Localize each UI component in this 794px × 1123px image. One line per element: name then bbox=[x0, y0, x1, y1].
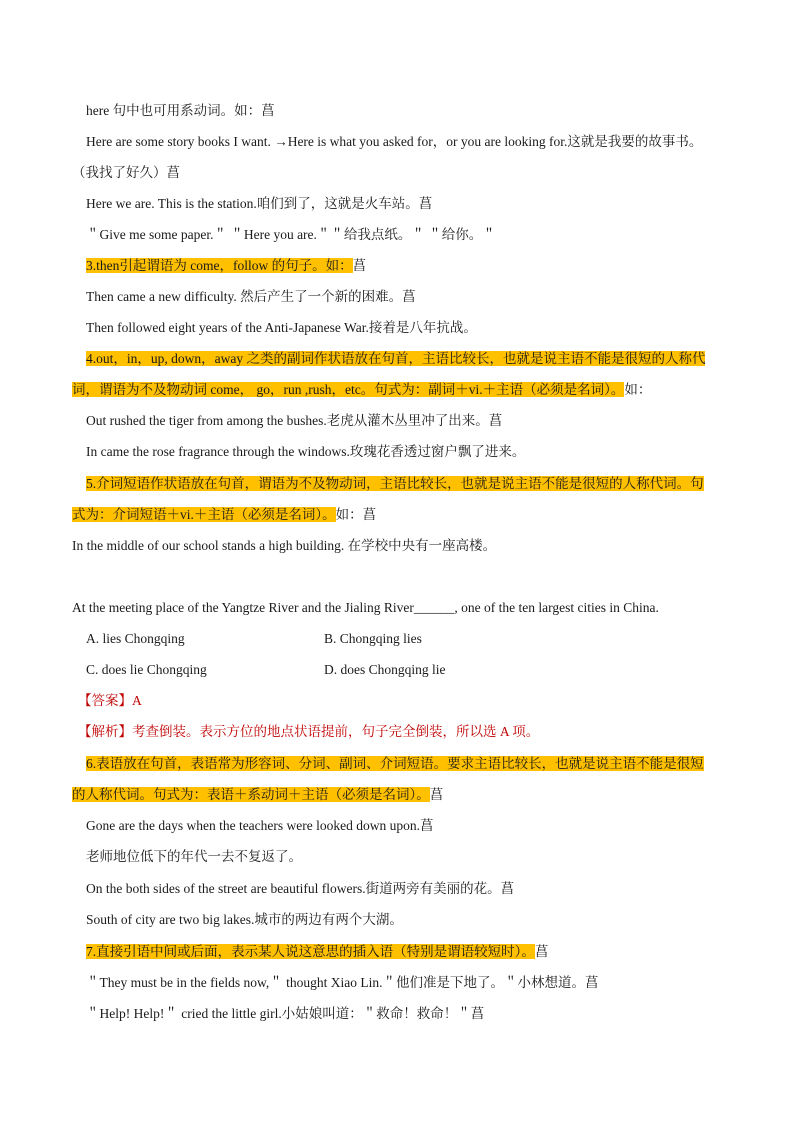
text-line: （我找了好久）菖 bbox=[72, 165, 180, 180]
text-line: Then followed eight years of the Anti-Japanese War.接着是八年抗战。 bbox=[86, 320, 477, 335]
text-line: ＂Help! Help!＂ cried the little girl.小姑娘叫道：＂救命！救命！＂菖 bbox=[86, 1006, 485, 1021]
rule-heading: 7.直接引语中间或后面，表示某人说这意思的插入语（特别是谓语较短时）。菖 bbox=[86, 944, 549, 959]
text-line: South of city are two big lakes.城市的两边有两个大湖。 bbox=[86, 912, 403, 927]
text-line: ＂Give me some paper.＂ ＂Here you are.＂＂给我点纸。＂ ＂给你。＂ bbox=[86, 227, 496, 242]
text-line: Here we are. This is the station.咱们到了，这就是火车站。菖 bbox=[86, 196, 433, 211]
text-line: 老师地位低下的年代一去不复返了。 bbox=[86, 849, 302, 864]
text-line: Out rushed the tiger from among the bushes.老虎从灌木丛里冲了出来。菖 bbox=[86, 413, 503, 428]
text-line: Gone are the days when the teachers were looked down upon.菖 bbox=[86, 818, 434, 833]
rule-heading: 的人称代词。句式为：表语＋系动词＋主语（必须是名词）。菖 bbox=[72, 787, 444, 802]
text-line: On the both sides of the street are beautiful flowers.街道两旁有美丽的花。菖 bbox=[86, 881, 515, 896]
rule-heading: 4.out，in，up, down，away 之类的副词作状语放在句首，主语比较长，也就是说主语不能是很短的人称代 bbox=[86, 351, 706, 366]
text-line: Here are some story books I want. →Here is what you asked for，or you are looking for.这就是我要的故事书。 bbox=[86, 134, 703, 149]
question-stem: At the meeting place of the Yangtze River and the Jialing River______, one of the ten largest cities in China. bbox=[72, 600, 659, 615]
text-line: In the middle of our school stands a high building. 在学校中央有一座高楼。 bbox=[72, 538, 497, 553]
option-c: C. does lie Chongqing bbox=[86, 662, 207, 677]
rule-heading: 式为：介词短语＋vi.＋主语（必须是名词）。如：菖 bbox=[72, 507, 377, 522]
option-a: A. lies Chongqing bbox=[86, 631, 185, 646]
rule-heading: 词，谓语为不及物动词 come， go，run ,rush，etc。句式为：副词＋vi.＋主语（必须是名词）。如： bbox=[72, 382, 652, 397]
option-b: B. Chongqing lies bbox=[324, 631, 422, 646]
rule-heading: 5.介词短语作状语放在句首，谓语为不及物动词，主语比较长，也就是说主语不能是很短的人称代词。句 bbox=[86, 476, 704, 491]
answer-line: 【答案】A bbox=[78, 693, 142, 708]
text-line: ＂They must be in the fields now,＂ thought Xiao Lin.＂他们准是下地了。＂小林想道。菖 bbox=[86, 975, 599, 990]
text-line: here 句中也可用系动词。如：菖 bbox=[86, 103, 275, 118]
rule-heading: 3.then引起谓语为 come，follow 的句子。如：菖 bbox=[86, 258, 367, 273]
text-line: In came the rose fragrance through the windows.玫瑰花香透过窗户飘了进来。 bbox=[86, 444, 526, 459]
rule-heading: 6.表语放在句首，表语常为形容词、分词、副词、介词短语。要求主语比较长，也就是说主语不能是很短 bbox=[86, 756, 704, 771]
analysis-line: 【解析】考查倒装。表示方位的地点状语提前，句子完全倒装，所以选 A 项。 bbox=[78, 724, 540, 739]
option-d: D. does Chongqing lie bbox=[324, 662, 446, 677]
text-line: Then came a new difficulty. 然后产生了一个新的困难。菖 bbox=[86, 289, 416, 304]
